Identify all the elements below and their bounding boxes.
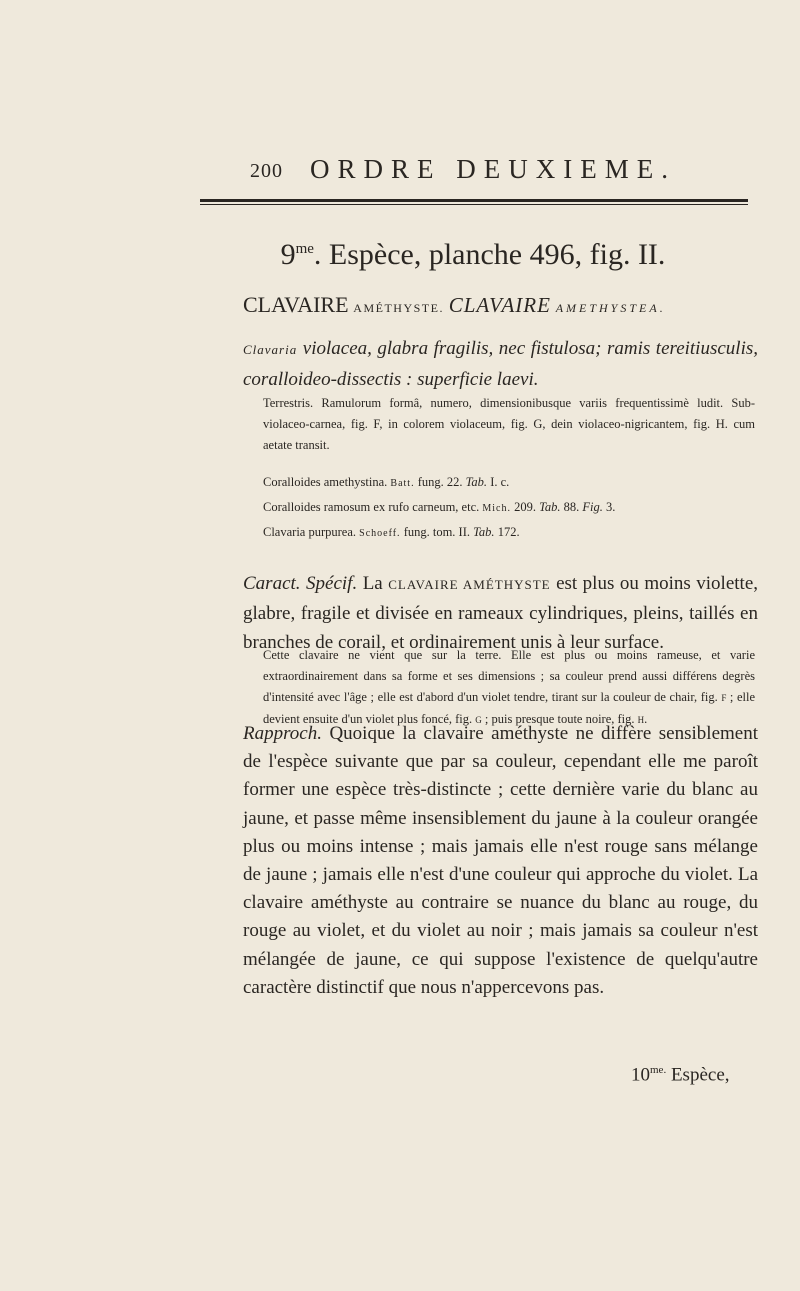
latin-diagnosis: Clavaria violacea, glabra fragilis, nec fistulosa; ramis tereitiusculis, coralloideo-dissectis : superficie laevi. — [243, 338, 758, 390]
genus-name-lat: CLAVAIRE — [448, 293, 551, 317]
header-rule-thin — [200, 204, 748, 205]
character-label: Caract. Spécif. — [243, 573, 358, 594]
latin-description: Terrestris. Ramulorum formâ, numero, dimensionibusque variis frequentissimè ludit. Sub-violaceo-carnea, fig. F, in colorem violaceum, fig. G, dein violaceo-nigricantem, fig. H. cum aetate transit. — [263, 396, 755, 452]
page-number: 200 — [250, 160, 283, 182]
observation-paragraph: Cette clavaire ne vient que sur la terre. Elle est plus ou moins rameuse, et varie extraordinairement dans sa forme et ses dimensions ; sa couleur prend aussi différens degrès d'intensité avec l'âge ; elle est d'abord d'un violet tendre, tirant sur la couleur de chair, fig. F ; elle devient ensuite d'un violet plus foncé, fig. G ; puis presque toute noire, fig. H. — [263, 648, 756, 726]
page-header — [0, 150, 800, 190]
species-name-fr: AMÉTHYSTE. — [353, 301, 444, 315]
species-name-line — [243, 292, 763, 318]
catchword: $10^{me.}$ Espèce, — [631, 1064, 730, 1086]
synonym-3: Clavaria purpurea. Schoeff. fung. tom. II. Tab. 172. — [263, 525, 520, 539]
species-name-lat: AMETHYSTEA. — [555, 301, 666, 315]
genus-name-fr: CLAVAIRE — [243, 292, 349, 317]
synonym-1: Coralloides amethystina. Batt. fung. 22. Tab. I. c. — [263, 475, 510, 489]
comparison-paragraph: Rapproch. Quoique la clavaire améthyste ne diffère sensiblement de l'espèce suivante que par sa couleur, cependant elle me paroît former une espèce très-distincte ; cette dernière varie du blanc au jaune, et passe même insensiblement du jaune à la couleur orangée plus ou moins intense ; mais jamais elle n'est rouge sans mélange de jaune ; jamais elle n'est d'une couleur qui approche du violet. La clavaire améthyste au contraire se nuance du blanc au rouge, du rouge au violet, et du violet au noir ; mais jamais sa couleur n'est mélangée de jaune, ce qui suppose l'existence de quelqu'autre caractère distinctif que nous n'appercevons pas. — [243, 723, 758, 998]
specific-character: Caract. Spécif. La CLAVAIRE AMÉTHYSTE est plus ou moins violette, glabre, fragile et divisée en rameaux cylindriques, pleins, taillés en branches de corail, et ordinairement unis à leur surface. — [243, 573, 759, 653]
header-rule-thick — [200, 199, 748, 202]
comparison-label: Rapproch. — [243, 723, 322, 744]
running-title: ORDRE DEUXIEME. — [310, 154, 676, 184]
synonym-2: Coralloides ramosum ex rufo carneum, etc. Mich. 209. Tab. 88. Fig. 3. — [263, 500, 616, 514]
species-heading: $9^{me}$. Espèce, planche 496, fig. II. — [280, 238, 666, 271]
